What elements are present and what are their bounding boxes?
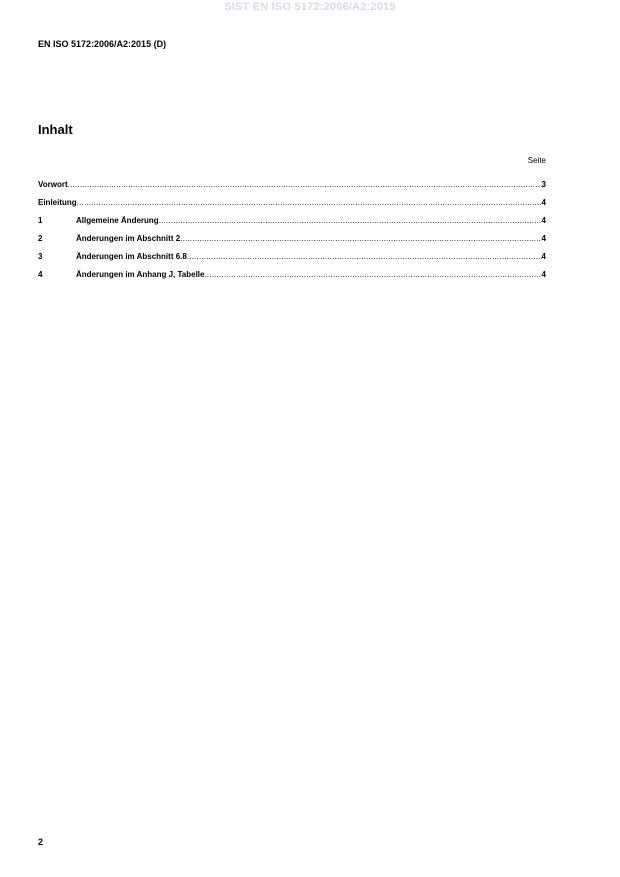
page-column-label: Seite <box>527 156 546 165</box>
toc-entry-page: 4 <box>541 270 546 279</box>
toc-entry-title: Vorwort <box>38 180 68 189</box>
toc-leader-dots <box>204 270 541 280</box>
toc-entry-einleitung[interactable] <box>38 198 546 216</box>
toc-leader-dots <box>68 180 542 190</box>
toc-entry-page: 4 <box>541 234 546 243</box>
toc-entry-4[interactable] <box>38 270 546 288</box>
toc-entry-title: Einleitung <box>38 198 77 207</box>
toc-leader-dots <box>159 216 542 226</box>
toc-entry-page: 4 <box>541 252 546 261</box>
toc-entry-number: 1 <box>38 216 43 225</box>
toc-entry-page: 4 <box>541 198 546 207</box>
toc-entry-vorwort[interactable] <box>38 180 546 198</box>
toc-leader-dots <box>187 252 542 262</box>
toc-entry-number: 2 <box>38 234 43 243</box>
toc-entry-page: 3 <box>541 180 546 189</box>
toc-entry-2[interactable] <box>38 234 546 252</box>
toc-entry-number: 4 <box>38 270 43 279</box>
document-id-header: EN ISO 5172:2006/A2:2015 (D) <box>38 39 167 49</box>
table-of-contents <box>38 180 546 288</box>
toc-entry-title: Änderungen im Abschnitt 2 <box>76 234 181 243</box>
toc-leader-dots <box>180 234 541 244</box>
watermark: SIST EN ISO 5172:2006/A2:2015 <box>224 1 396 13</box>
toc-entry-3[interactable] <box>38 252 546 270</box>
toc-entry-title: Änderungen im Anhang J, Tabelle <box>76 270 205 279</box>
toc-leader-dots <box>77 198 542 208</box>
toc-entry-title: Änderungen im Abschnitt 6.8 <box>76 252 187 261</box>
page-number: 2 <box>38 837 44 847</box>
toc-entry-1[interactable] <box>38 216 546 234</box>
toc-title: Inhalt <box>38 122 73 137</box>
toc-entry-number: 3 <box>38 252 43 261</box>
toc-entry-page: 4 <box>541 216 546 225</box>
toc-entry-title: Allgemeine Änderung <box>76 216 159 225</box>
